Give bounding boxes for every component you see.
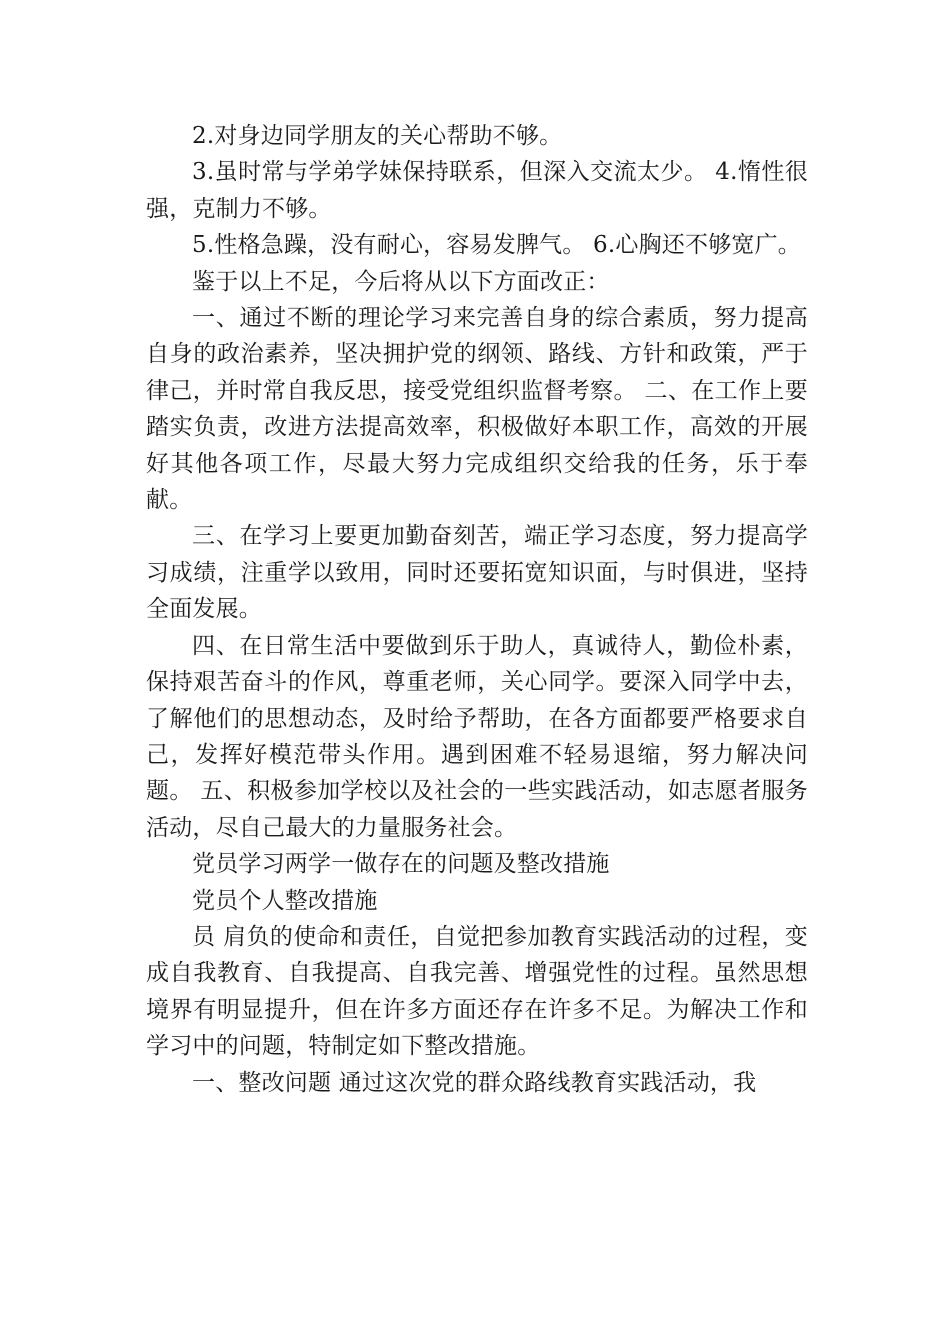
paragraph-items-3-4: 3.虽时常与学弟学妹保持联系，但深入交流太少。 4.惰性很强，克制力不够。 bbox=[146, 159, 808, 222]
document-body bbox=[146, 118, 808, 1101]
paragraph-items-5-6: 5.性格急躁，没有耐心，容易发脾气。 6.心胸还不够宽广。 bbox=[192, 232, 801, 259]
paragraph-rectify-problems: 一、整改问题 通过这次党的群众路线教育实践活动，我 bbox=[192, 1069, 757, 1096]
paragraph-measure-four-five: 四、在日常生活中要做到乐于助人，真诚待人，勤俭朴素，保持艰苦奋斗的作风，尊重老师，关心同学。要深入同学中去，了解他们的思想动态，及时给予帮助，在各方面都要严格要求自己，发挥好模范带头作用。遇到困难不轻易退缩，努力解决问题。 五、积极参加学校以及社会的一些实践活动，如志愿者服务活动，尽自己最大的力量服务社会。 bbox=[146, 632, 808, 841]
paragraph-mission-intro: 员 肩负的使命和责任，自觉把参加教育实践活动的过程，变成自我教育、自我提高、自我完善、增强党性的过程。虽然思想境界有明显提升，但在许多方面还存在许多不足。为解决工作和学习中的问题，特制定如下整改措施。 bbox=[146, 923, 808, 1060]
section-heading-personal-measures: 党员个人整改措施 bbox=[192, 887, 378, 914]
paragraph-measure-three: 三、在学习上要更加勤奋刻苦，端正学习态度，努力提高学习成绩，注重学以致用，同时还要拓宽知识面，与时俱进，坚持全面发展。 bbox=[146, 523, 808, 623]
section-heading-problems: 党员学习两学一做存在的问题及整改措施 bbox=[192, 851, 610, 878]
paragraph-item-2: 2.对身边同学朋友的关心帮助不够。 bbox=[192, 123, 563, 149]
paragraph-correction-intro: 鉴于以上不足，今后将从以下方面改正： bbox=[192, 268, 610, 295]
paragraph-measure-one-two: 一、通过不断的理论学习来完善自身的综合素质，努力提高自身的政治素养，坚决拥护党的纲领、路线、方针和政策，严于律己，并时常自我反思，接受党组织监督考察。 二、在工作上要踏实负责，改进方法提高效率，积极做好本职工作，高效的开展好其他各项工作，尽最大努力完成组织交给我的任务，乐于奉献。 bbox=[146, 305, 808, 514]
